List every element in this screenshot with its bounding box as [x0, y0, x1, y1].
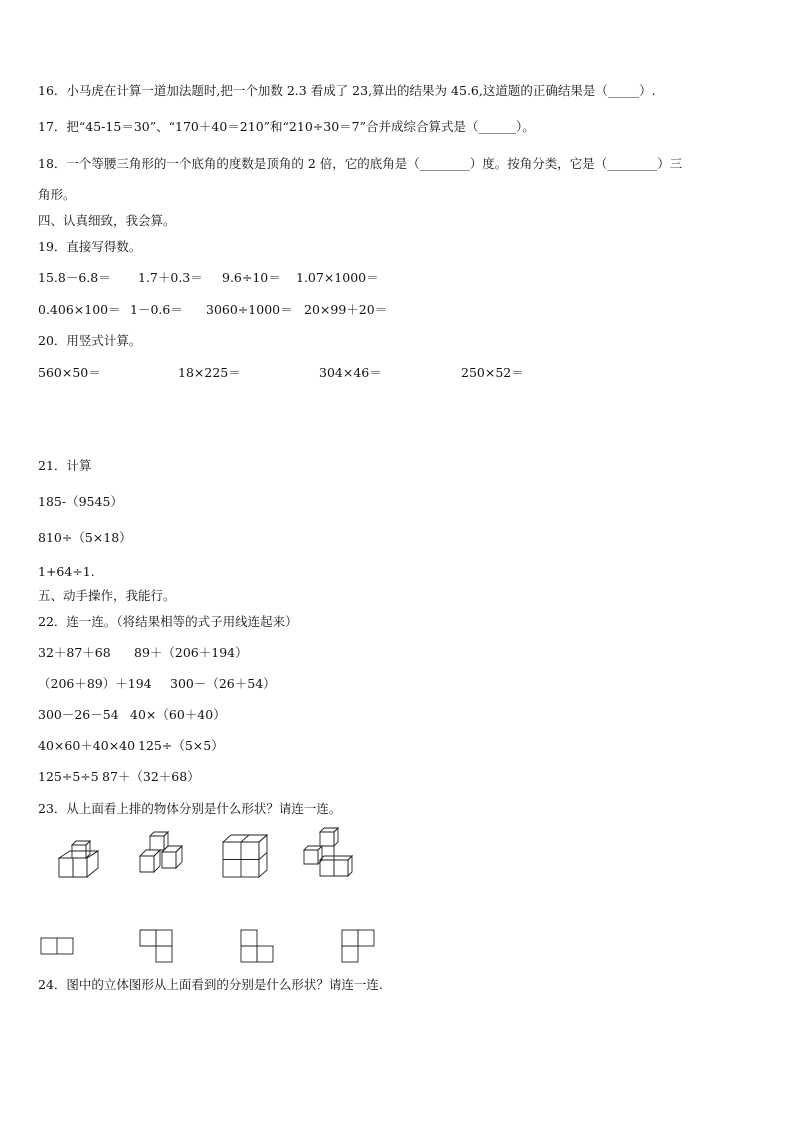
- q22-left-expr: 40×60＋40×40: [38, 738, 136, 753]
- q22-left-expr: 125÷5÷5: [38, 769, 99, 784]
- question-18-line2: 角形。: [38, 187, 76, 202]
- q22-row: [38, 706, 226, 724]
- q22-right-expr: 89＋（206＋194）: [134, 645, 248, 660]
- top-view-shape-2: [139, 928, 175, 964]
- q22-right-expr: 300－（26＋54）: [170, 676, 276, 691]
- q21-item-2: 810÷（5×18）: [38, 530, 132, 545]
- question-24: 24．图中的立体图形从上面看到的分别是什么形状？请连一连.: [38, 977, 383, 992]
- q20-row: [38, 364, 524, 382]
- q20-item: 18×225＝: [178, 365, 241, 380]
- cube-figure-4: [300, 826, 356, 880]
- q21-item-3: 1+64÷1.: [38, 564, 95, 579]
- question-17: 17．把“45-15＝30”、“170＋40＝210”和“210÷30＝7”合并成综合算式是（______）。: [38, 119, 535, 134]
- cube-figure-2: [136, 830, 188, 880]
- q22-row: [38, 768, 200, 786]
- q22-left-expr: 300－26－54: [38, 707, 119, 722]
- cube-figure-1: [56, 840, 106, 880]
- question-23: 23．从上面看上排的物体分别是什么形状？请连一连。: [38, 801, 342, 816]
- top-view-shape-1: [40, 936, 76, 958]
- question-20: 20．用竖式计算。: [38, 333, 142, 348]
- q22-right-expr: 40×（60＋40）: [130, 707, 226, 722]
- q22-row: [38, 644, 248, 662]
- q19-item: 1.07×1000＝: [296, 270, 379, 285]
- q21-item-1: 185-（9545）: [38, 494, 123, 509]
- q19-row-2: [38, 301, 387, 319]
- q22-right-expr: 87＋（32＋68）: [102, 769, 200, 784]
- q19-item: 3060÷1000＝: [206, 302, 293, 317]
- top-view-shape-4: [341, 928, 377, 964]
- q22-left-expr: （206＋89）＋194: [38, 676, 152, 691]
- question-16: 16．小马虎在计算一道加法题时,把一个加数 2.3 看成了 23,算出的结果为 45.6,这道题的正确结果是（_____）.: [38, 83, 656, 98]
- question-18-line1: 18．一个等腰三角形的一个底角的度数是顶角的 2 倍，它的底角是（________）度。按角分类，它是（________）三: [38, 156, 683, 171]
- q19-item: 1.7＋0.3＝: [138, 270, 203, 285]
- question-21: 21．计算: [38, 458, 92, 473]
- q19-item: 15.8－6.8＝: [38, 270, 111, 285]
- q19-item: 20×99＋20＝: [304, 302, 388, 317]
- section-4-heading: 四、认真细致，我会算。: [38, 213, 176, 228]
- question-19: 19．直接写得数。: [38, 239, 142, 254]
- question-22: 22．连一连。（将结果相等的式子用线连起来）: [38, 614, 298, 629]
- q22-right-expr: 125÷（5×5）: [138, 738, 224, 753]
- q19-item: 0.406×100＝: [38, 302, 121, 317]
- q19-item: 9.6÷10＝: [222, 270, 281, 285]
- q19-item: 1－0.6＝: [130, 302, 183, 317]
- q20-item: 560×50＝: [38, 365, 101, 380]
- q22-left-expr: 32＋87＋68: [38, 645, 111, 660]
- section-5-heading: 五、动手操作，我能行。: [38, 588, 176, 603]
- q19-row-1: [38, 269, 379, 287]
- cube-figure-3: [221, 832, 271, 880]
- q22-row: [38, 737, 224, 755]
- top-view-shape-3: [240, 928, 276, 964]
- q20-item: 304×46＝: [319, 365, 382, 380]
- q20-item: 250×52＝: [461, 365, 524, 380]
- q22-row: [38, 675, 276, 693]
